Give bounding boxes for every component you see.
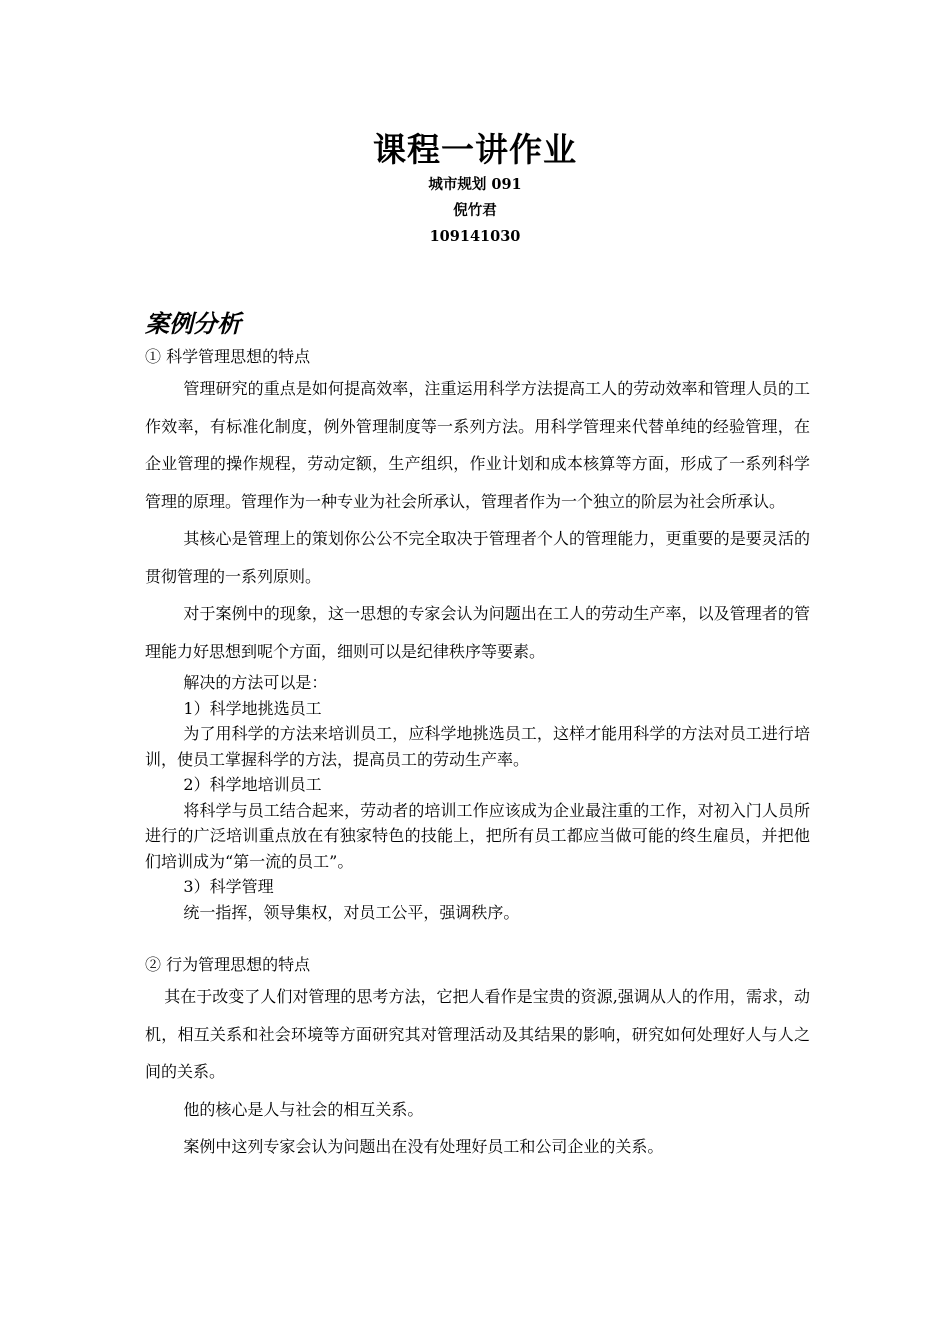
class-name: 城市规划 091 — [428, 176, 522, 193]
method-3-text: 统一指挥，领导集权，对员工公平，强调秩序。 — [183, 902, 520, 922]
method-1-text: 为了用科学的方法来培训员工，应科学地挑选员工，这样才能用科学的方法对员工进行培训，使员工掌握科学的方法，提高员工的劳动生产率。 — [145, 724, 810, 769]
part1-paragraph-1: 管理研究的重点是如何提高效率，注重运用科学方法提高工人的劳动效率和管理人员的工作效率，有标准化制度，例外管理制度等一系列方法。用科学管理来代替单纯的经验管理，在企业管理的操作规程，劳动定额，生产组织，作业计划和成本核算等方面，形成了一系列科学管理的原理。管理作为一种专业为社会所承认，管理者作为一个独立的阶层为社会所承认。 — [145, 379, 810, 511]
methods-intro: 解决的方法可以是： — [183, 673, 328, 692]
document-body — [145, 306, 810, 1166]
section-heading: 案例分析 — [145, 309, 241, 338]
part2-paragraph-3: 案例中这列专家会认为问题出在没有处理好员工和公司企业的关系。 — [183, 1137, 664, 1156]
part2-paragraph-1: 其在于改变了人们对管理的思考方法，它把人看作是宝贵的资源,强调从人的作用，需求，动机，相互关系和社会环境等方面研究其对管理活动及其结果的影响，研究如何处理好人与人之间的关系。 — [145, 987, 810, 1081]
method-3-title: 3）科学管理 — [183, 877, 274, 896]
method-2-title: 2）科学地培训员工 — [183, 775, 322, 794]
part1-paragraph-3: 对于案例中的现象，这一思想的专家会认为问题出在工人的劳动生产率，以及管理者的管理能力好思想到呢个方面，细则可以是纪律秩序等要素。 — [145, 604, 810, 661]
part2-heading: ② 行为管理思想的特点 — [145, 955, 311, 974]
method-1-title: 1）科学地挑选员工 — [183, 698, 322, 718]
document-header — [0, 128, 950, 250]
part1-heading: ① 科学管理思想的特点 — [145, 347, 311, 366]
document-title: 课程一讲作业 — [373, 130, 577, 169]
student-id: 109141030 — [429, 228, 521, 245]
part1-paragraph-2: 其核心是管理上的策划你公公不完全取决于管理者个人的管理能力，更重要的是要灵活的贯彻管理的一系列原则。 — [145, 529, 810, 586]
method-2-text: 将科学与员工结合起来，劳动者的培训工作应该成为企业最注重的工作，对初入门人员所进行的广泛培训重点放在有独家特色的技能上，把所有员工都应当做可能的终生雇员，并把他们培训成为“第一流的员工”。 — [145, 800, 810, 871]
part2-paragraph-2: 他的核心是人与社会的相互关系。 — [183, 1099, 424, 1119]
student-name: 倪竹君 — [453, 202, 497, 219]
spacer — [145, 925, 810, 952]
